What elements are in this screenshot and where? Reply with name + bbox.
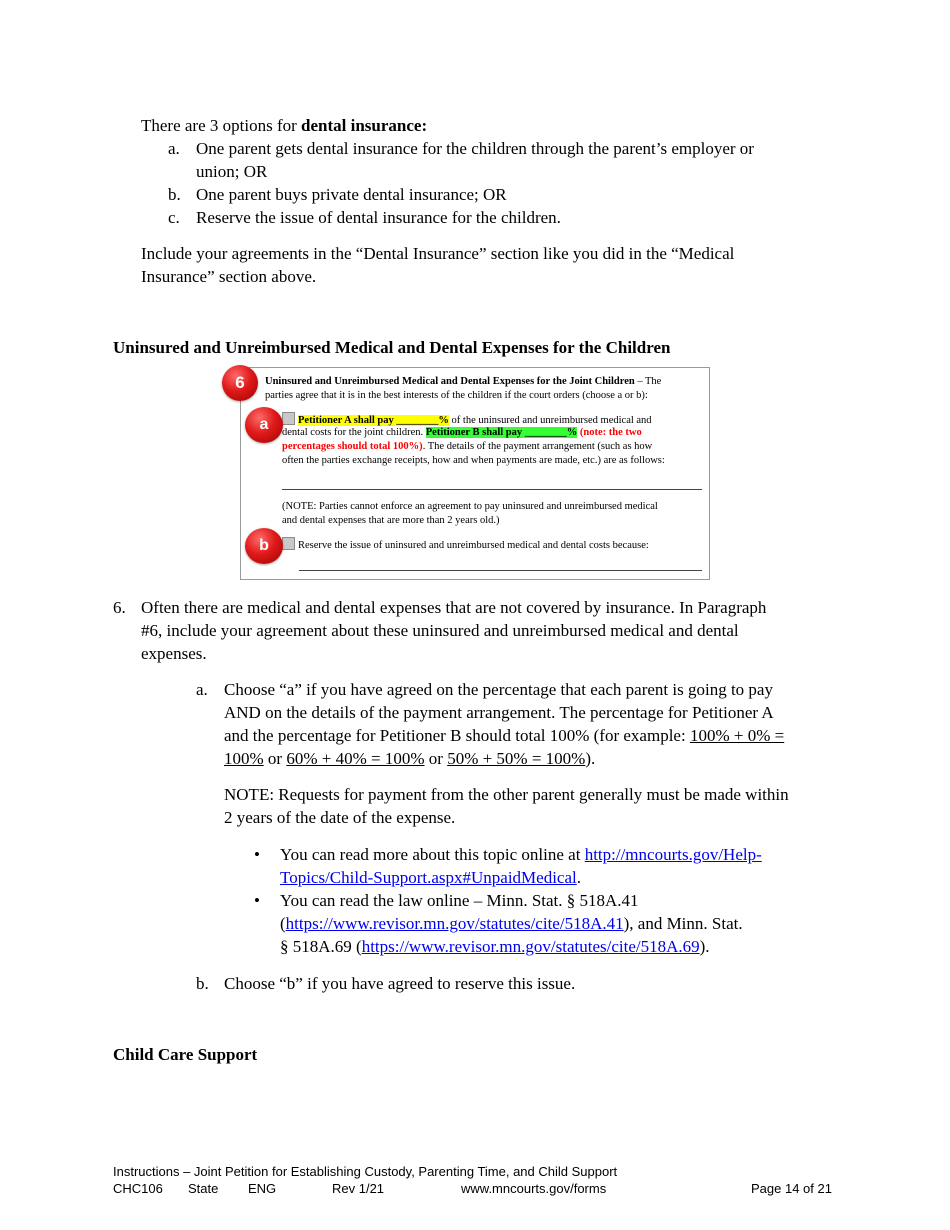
item6-b-text: Choose “b” if you have agreed to reserve this issue. xyxy=(224,974,576,993)
item6-line1: Often there are medical and dental expenses that are not covered by insurance. In Paragraph xyxy=(141,598,767,617)
petitioner-a-highlight: Petitioner A shall pay ________% xyxy=(298,415,449,426)
footer-url: www.mncourts.gov/forms xyxy=(461,1181,607,1196)
petitioner-b-highlight: Petitioner B shall pay ________% xyxy=(425,427,578,438)
footer-form-code: CHC106 xyxy=(113,1181,163,1196)
section-heading-uninsured: Uninsured and Unreimbursed Medical and Dental Expenses for the Children xyxy=(113,338,671,357)
form-title-line: Uninsured and Unreimbursed Medical and Dental Expenses for the Joint Children – The xyxy=(265,376,662,387)
example-1-part1: 100% + 0% = xyxy=(689,726,785,745)
example-2: 60% + 40% = 100% xyxy=(286,749,425,768)
statute-518a41-link[interactable]: https://www.revisor.mn.gov/statutes/cite/518A.41 xyxy=(285,914,624,933)
dental-option-b-line1: One parent buys private dental insurance; OR xyxy=(196,185,507,204)
bullet-2-marker: • xyxy=(254,891,260,910)
bullet-1-line2: Topics/Child-Support.aspx#UnpaidMedical. xyxy=(280,868,581,887)
dental-option-b-marker: b. xyxy=(168,185,181,204)
form-note-line2: and dental expenses that are more than 2 years old.) xyxy=(282,515,500,526)
dental-option-c-line1: Reserve the issue of dental insurance for the children. xyxy=(196,208,561,227)
dental-option-a-line2: union; OR xyxy=(196,162,268,181)
form-blank-line-a xyxy=(282,489,702,490)
option-b-checkbox[interactable] xyxy=(282,537,295,550)
item6-line3: expenses. xyxy=(141,644,207,663)
item6-a-line4: 100% or 60% + 40% = 100% or 50% + 50% = 100%). xyxy=(224,749,596,768)
statute-518a69-link[interactable]: https://www.revisor.mn.gov/statutes/cite/518A.69 xyxy=(361,937,700,956)
badge-a: a xyxy=(245,407,283,443)
item6-b-marker: b. xyxy=(196,974,209,993)
footer-state: State xyxy=(188,1181,219,1196)
help-topic-link-part1[interactable]: http://mncourts.gov/Help- xyxy=(584,845,762,864)
form-option-a-line3: percentages should total 100%). The details of the payment arrangement (such as how xyxy=(282,441,653,452)
bullet-2-line1: You can read the law online – Minn. Stat. § 518A.41 xyxy=(280,891,639,910)
bullet-2-line3: § 518A.69 (https://www.revisor.mn.gov/statutes/cite/518A.69). xyxy=(280,937,710,956)
dental-option-a-marker: a. xyxy=(168,139,180,158)
footer-title: Instructions – Joint Petition for Establishing Custody, Parenting Time, and Child Support xyxy=(113,1164,618,1179)
footer-lang: ENG xyxy=(248,1181,277,1196)
help-topic-link-part2[interactable]: Topics/Child-Support.aspx#UnpaidMedical xyxy=(280,868,577,887)
footer-page-number: Page 14 of 21 xyxy=(751,1181,832,1196)
form-option-a-line1: Petitioner A shall pay ________% of the uninsured and unreimbursed medical and xyxy=(282,412,652,428)
dental-include-line2: Insurance” section above. xyxy=(141,267,317,286)
item6-number: 6. xyxy=(113,598,126,617)
dental-option-c-marker: c. xyxy=(168,208,180,227)
item6-a-marker: a. xyxy=(196,680,208,699)
form-blank-line-b xyxy=(299,570,702,571)
footer-rev: Rev 1/21 xyxy=(332,1181,385,1196)
form-note-line1: (NOTE: Parties cannot enforce an agreement to pay uninsured and unreimbursed medical xyxy=(282,501,658,512)
dental-intro: There are 3 options for dental insurance: xyxy=(141,116,428,135)
bullet-1-line1: You can read more about this topic online at http://mncourts.gov/Help- xyxy=(280,845,762,864)
item6-a-line1: Choose “a” if you have agreed on the percentage that each parent is going to pay xyxy=(224,680,773,699)
item6-note-line1: NOTE: Requests for payment from the other parent generally must be made within xyxy=(224,785,789,804)
form-option-a-line2: dental costs for the joint children. Petitioner B shall pay ________% (note: the two xyxy=(282,427,642,438)
badge-b: b xyxy=(245,528,283,564)
bullet-1-marker: • xyxy=(254,845,260,864)
form-intro-line: parties agree that it is in the best interests of the children if the court orders (choose a or b): xyxy=(265,390,648,401)
bullet-2-line2: (https://www.revisor.mn.gov/statutes/cite/518A.41), and Minn. Stat. xyxy=(280,914,743,933)
option-a-checkbox[interactable] xyxy=(282,412,295,425)
dental-intro-bold: dental insurance: xyxy=(301,116,428,135)
item6-line2: #6, include your agreement about these uninsured and unreimbursed medical and dental xyxy=(141,621,739,640)
badge-6: 6 xyxy=(222,365,258,401)
example-1-part2: 100% xyxy=(224,749,264,768)
section-heading-child-care: Child Care Support xyxy=(113,1045,258,1064)
form-option-a-line4: often the parties exchange receipts, how and when payments are made, etc.) are as follows: xyxy=(282,455,665,466)
item6-a-line3: and the percentage for Petitioner B should total 100% (for example: 100% + 0% = xyxy=(224,726,785,745)
form-option-b-line: Reserve the issue of uninsured and unreimbursed medical and dental costs because: xyxy=(282,537,649,553)
dental-include-line1: Include your agreements in the “Dental Insurance” section like you did in the “Medical xyxy=(141,244,735,263)
example-3: 50% + 50% = 100% xyxy=(447,749,586,768)
dental-option-a-line1: One parent gets dental insurance for the children through the parent’s employer or xyxy=(196,139,754,158)
item6-note-line2: 2 years of the date of the expense. xyxy=(224,808,456,827)
form-excerpt-image xyxy=(240,367,710,580)
item6-a-line2: AND on the details of the payment arrangement. The percentage for Petitioner A xyxy=(224,703,774,722)
